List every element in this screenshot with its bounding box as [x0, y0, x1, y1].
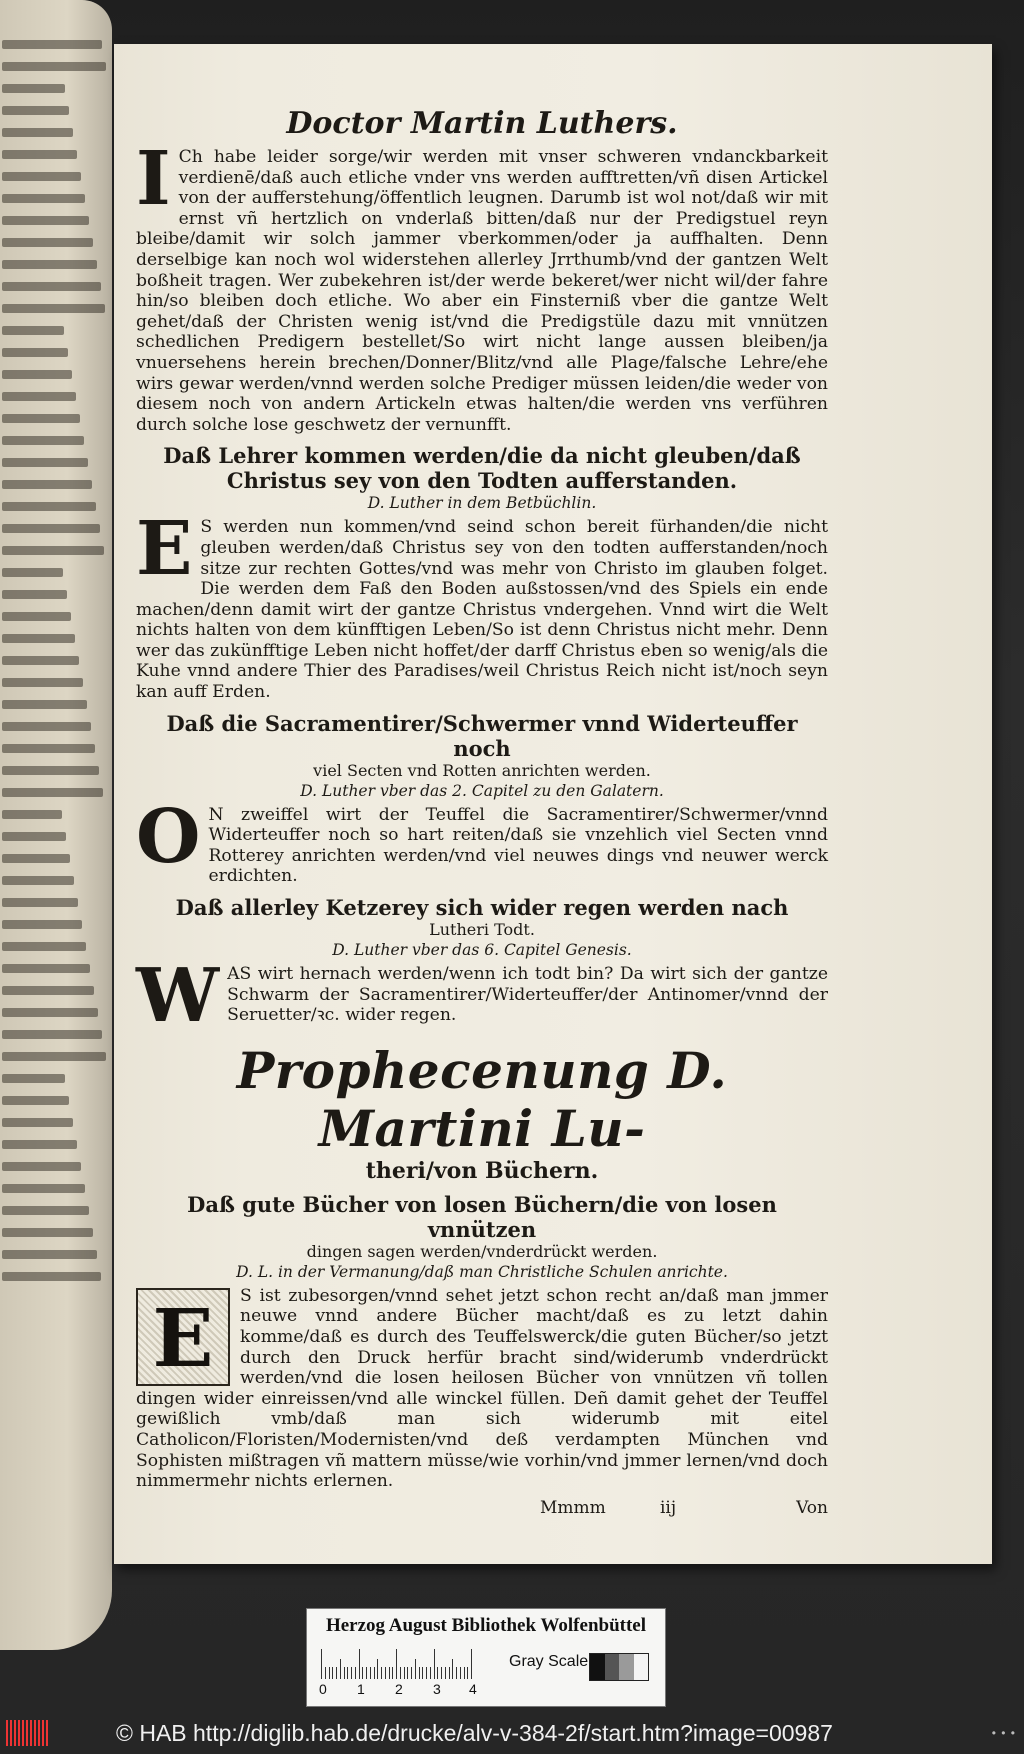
facing-page-text-line — [2, 84, 65, 93]
ruler-tick — [441, 1667, 442, 1679]
ruler-tick — [370, 1667, 371, 1679]
facing-page-left — [0, 0, 112, 1650]
ruler-tick — [336, 1667, 337, 1679]
paragraph-text: N zweiffel wirt der Teuffel die Sacramentirer/Schwermer/vnnd Widerteuffer noch so hart reiten/daß sie vnzehlich viel Secten vnnd Rotterey anrichten werden/vnd viel neuwes dings vnd neuwer werck erdichten. — [208, 804, 828, 887]
facing-page-text-line — [2, 458, 88, 467]
copyright-url-text: © HAB http://diglib.hab.de/drucke/alv-v-384-2f/start.htm?image=00987 — [116, 1720, 833, 1746]
paragraph-text: S ist zubesorgen/vnnd sehet jetzt schon recht an/daß man jmmer neuwe vnnd andere Bücher macht/daß es zu letzt dahin komme/daß es durch des Teuffelswerck/die guten Bücher/so jetzt durch den Druck herfür bracht sind/widerumb vnderdrückt werden/vnd die losen heilosen Bücher von vnnützen vñ tollen dingen wider einreissen/vnd alle winckel füllen. Deñ damit gehet der Teuffel gewißlich vmb/daß man sich widerumb mit eitel Catholicon/Floristen/Modernisten/vnd deß verdampten München vnd Sophisten mißtragen vñ mattern müsse/wie vorhin/vnd jmmer lernen/vnd doch nimmermehr nichts erlernen. — [136, 1285, 828, 1492]
facing-page-text-line — [2, 106, 69, 115]
section-heading: Daß Lehrer kommen werden/die da nicht gleuben/daß Christus sey von den Todten aufferstanden. — [163, 443, 801, 494]
facing-page-text-line — [2, 260, 97, 269]
ruler-tick — [449, 1667, 450, 1679]
facing-page-text-line — [2, 766, 99, 775]
facing-page-text-line — [2, 436, 84, 445]
facing-page-text-line — [2, 194, 85, 203]
facing-page-text-line — [2, 414, 80, 423]
section-source: D. L. in der Vermanung/daß man Christliche Schulen anrichte. — [236, 1262, 728, 1281]
facing-page-text-line — [2, 348, 68, 357]
ruler-tick — [362, 1667, 363, 1679]
ruler-tick — [437, 1667, 438, 1679]
facing-page-text-line — [2, 700, 87, 709]
ruler-tick — [434, 1649, 435, 1679]
ruler-tick — [445, 1667, 446, 1679]
facing-page-text-line — [2, 1074, 65, 1083]
gray-swatch — [634, 1654, 649, 1680]
facing-page-text-line — [2, 40, 102, 49]
facing-page-text-line — [2, 678, 83, 687]
library-name: Herzog August Bibliothek Wolfenbüttel — [325, 1615, 647, 1636]
ruler-tick — [419, 1667, 420, 1679]
facing-page-text-line — [2, 1030, 102, 1039]
facing-page-text-line — [2, 238, 93, 247]
ruler-tick — [332, 1667, 333, 1679]
paragraph-3 — [136, 793, 828, 887]
facing-page-text-line — [2, 1162, 81, 1171]
initial-letter: W — [136, 953, 220, 1040]
facing-page-text-line — [2, 920, 82, 929]
ruler-tick — [415, 1659, 416, 1679]
facing-page-text-line — [2, 216, 89, 225]
ruler-tick — [366, 1667, 367, 1679]
prophecy-title: Prophecenung D. Martini Lu- — [236, 1040, 728, 1158]
facing-page-text-line — [2, 898, 78, 907]
ruler-tick — [340, 1659, 341, 1679]
ruler-tick — [389, 1667, 390, 1679]
facing-page-text-line — [2, 1140, 77, 1149]
initial-letter: E — [152, 1290, 214, 1385]
ruler-tick — [456, 1667, 457, 1679]
facing-page-text-line — [2, 788, 103, 797]
ruler-tick — [464, 1667, 465, 1679]
prophecy-title-continued: theri/von Büchern. — [365, 1157, 599, 1184]
facing-page-text-line — [2, 1008, 98, 1017]
ruler-tick — [392, 1667, 393, 1679]
hab-logo-icon — [6, 1720, 48, 1746]
ruler-tick — [325, 1667, 326, 1679]
ruler-tick — [355, 1667, 356, 1679]
signature-mark: Mmmm — [540, 1497, 606, 1518]
facing-page-text-line — [2, 1184, 85, 1193]
dots-icon: • • • — [991, 1726, 1016, 1740]
paragraph-4 — [136, 953, 828, 1040]
ruler-tick — [381, 1667, 382, 1679]
gray-swatch — [605, 1654, 620, 1680]
footer-bar — [0, 1712, 1024, 1754]
ruler-number: 3 — [433, 1681, 441, 1697]
running-head: Doctor Martin Luthers. — [286, 106, 678, 141]
facing-page-text-line — [2, 634, 75, 643]
ruler-tick — [404, 1667, 405, 1679]
ruler-tick — [452, 1659, 453, 1679]
section-subheading: dingen sagen werden/vnderdrückt werden. — [306, 1241, 658, 1261]
ruler-number: 4 — [469, 1681, 477, 1697]
facing-page-text-line — [2, 392, 76, 401]
catchword: Von — [796, 1497, 828, 1518]
section-source: D. Luther vber das 2. Capitel zu den Galatern. — [300, 781, 664, 800]
section-subheading: Lutheri Todt. — [429, 920, 535, 940]
facing-page-text-line — [2, 590, 67, 599]
decorated-initial — [136, 1288, 230, 1386]
paragraph-1 — [136, 136, 828, 435]
facing-page-text-line — [2, 150, 77, 159]
ruler-tick — [377, 1659, 378, 1679]
ruler-tick — [351, 1667, 352, 1679]
paragraph-2 — [136, 506, 828, 703]
ruler-tick — [385, 1667, 386, 1679]
facing-page-text-line — [2, 524, 100, 533]
facing-page-text-line — [2, 810, 62, 819]
facing-page-text-line — [2, 546, 104, 555]
facing-page-text-line — [2, 1052, 106, 1061]
facing-page-text-line — [2, 854, 70, 863]
facing-page-text-line — [2, 568, 63, 577]
facing-page-text-line — [2, 370, 72, 379]
scale-ruler — [321, 1649, 471, 1679]
paragraph-text: S werden nun kommen/vnd seind schon bereit fürhanden/die nicht gleuben werden/daß Christus sey von den todten aufferstanden/noch sitze zur rechten Gottes/vnd was mehr von Christo im glauben folget. Die werden dem Faß den Boden außstossen/vnd des Spiels ein ende machen/denn damit wirt der gantze Christus vndergehen. Vnnd wirt die Welt nichts halten von dem künfftigen Leben/So ist denn Christus nicht mehr. Denn wer das zukünfftige Leben nicht hoffet/der darff Christus eben so wenig/als die Kuhe vnnd andere Thier des Paradises/weil Christus Reich nicht ist/noch seyn kan auff Erden. — [136, 517, 828, 703]
section-source: D. Luther in dem Betbüchlin. — [367, 494, 597, 513]
section-source: D. Luther vber das 6. Capitel Genesis. — [332, 941, 632, 960]
facing-page-text-line — [2, 304, 105, 313]
facing-page-text-line — [2, 1228, 93, 1237]
gray-swatch — [590, 1654, 605, 1680]
ruler-number: 2 — [395, 1681, 403, 1697]
ruler-tick — [400, 1667, 401, 1679]
section-heading: Daß die Sacramentirer/Schwermer vnnd Widerteuffer noch — [166, 710, 798, 761]
facing-page-text-line — [2, 62, 106, 71]
facing-page-text-line — [2, 612, 71, 621]
leaf-number: iij — [660, 1497, 677, 1518]
ruler-tick — [396, 1649, 397, 1679]
facing-page-text-line — [2, 172, 81, 181]
facing-page-text-line — [2, 722, 91, 731]
page-footer-line — [136, 1498, 828, 1522]
initial-letter: I — [136, 136, 171, 222]
ruler-tick — [411, 1667, 412, 1679]
facing-page-text-line — [2, 1118, 73, 1127]
ruler-tick — [430, 1667, 431, 1679]
ruler-tick — [426, 1667, 427, 1679]
facing-page-text-line — [2, 656, 79, 665]
facing-page-text-line — [2, 942, 86, 951]
facing-page-text-line — [2, 1206, 89, 1215]
facing-page-text-line — [2, 326, 64, 335]
paragraph-text: Ch habe leider sorge/wir werden mit vnser schweren vndanckbarkeit verdienē/daß auch etliche vnder vns werden aufftretten/vñ disen Artickel von der aufferstehung/öffentlich leugnen. Darumb ist wol not/daß wir mit ernst vñ hertzlich on vnderlaß bitten/daß nur der Predigstuel reyn bleibe/damit wir solch jammer vberkommen/oder ja auffhalten. Denn derselbige kan noch wol widerstehen allerley Jrrthumb/vnd der gantzen Welt boßheit tragen. Wer zubekehren ist/der werde bekeret/wer nicht wil/der fahre hin/so bleiben doch etliche. Wo aber ein Finsterniß vber die gantze Welt gehet/daß der Christen wenig ist/vnd die Predigstüle dazu mit vnnützen schedlichen Predigern bestellet/So wirt nicht lange aussen bleiben/ja vnuersehens herein brechen/Donner/Blitz/vnd alle Plage/falsche Lehre/ehe wirs gewar werden/vnnd werden solche Prediger müssen leiden/die weder von diesem noch von andern Artickeln etwas halten/die werden vns verführen durch solche lose geschwetz der vernunfft. — [136, 147, 828, 435]
ruler-tick — [467, 1667, 468, 1679]
ruler-tick — [422, 1667, 423, 1679]
ruler-tick — [407, 1667, 408, 1679]
ruler-tick — [329, 1667, 330, 1679]
paragraph-5 — [136, 1286, 828, 1492]
book-page — [114, 44, 992, 1564]
facing-page-text-line — [2, 128, 73, 137]
initial-letter: E — [136, 506, 193, 593]
ruler-tick — [374, 1667, 375, 1679]
ruler-tick — [359, 1649, 360, 1679]
facing-page-text-line — [2, 876, 74, 885]
facing-page-text-line — [2, 1272, 101, 1281]
color-calibration-bar — [306, 1608, 666, 1707]
section-heading: Daß allerley Ketzerey sich wider regen werden nach — [175, 895, 789, 921]
facing-page-text-line — [2, 986, 94, 995]
facing-page-text-line — [2, 832, 66, 841]
facing-page-text-line — [2, 480, 92, 489]
section-subheading: viel Secten vnd Rotten anrichten werden. — [313, 760, 651, 780]
gray-swatch — [619, 1654, 634, 1680]
facing-page-text-line — [2, 964, 90, 973]
ruler-tick — [347, 1667, 348, 1679]
ruler-number: 1 — [357, 1681, 365, 1697]
ruler-number: 0 — [319, 1681, 327, 1697]
facing-page-text-line — [2, 282, 101, 291]
gray-scale-swatches — [589, 1653, 649, 1681]
paragraph-text: AS wirt hernach werden/wenn ich todt bin? Da wirt sich der gantze Schwarm der Sacramentirer/Widerteuffer/der Antinomer/vnnd der Seruetter/ꝛc. wider regen. — [227, 964, 828, 1026]
ruler-tick — [321, 1649, 322, 1679]
facing-page-text-line — [2, 1250, 97, 1259]
ruler-tick — [471, 1649, 472, 1679]
ruler-tick — [344, 1667, 345, 1679]
facing-page-text-line — [2, 502, 96, 511]
gray-scale-label: Gray Scale — [509, 1653, 589, 1670]
page-text-block — [136, 106, 828, 1522]
facing-page-text-line — [2, 1096, 69, 1105]
ruler-tick — [460, 1667, 461, 1679]
section-heading: Daß gute Bücher von losen Büchern/die von losen vnnützen — [187, 1191, 777, 1242]
facing-page-text-line — [2, 744, 95, 753]
initial-letter: O — [136, 793, 201, 880]
